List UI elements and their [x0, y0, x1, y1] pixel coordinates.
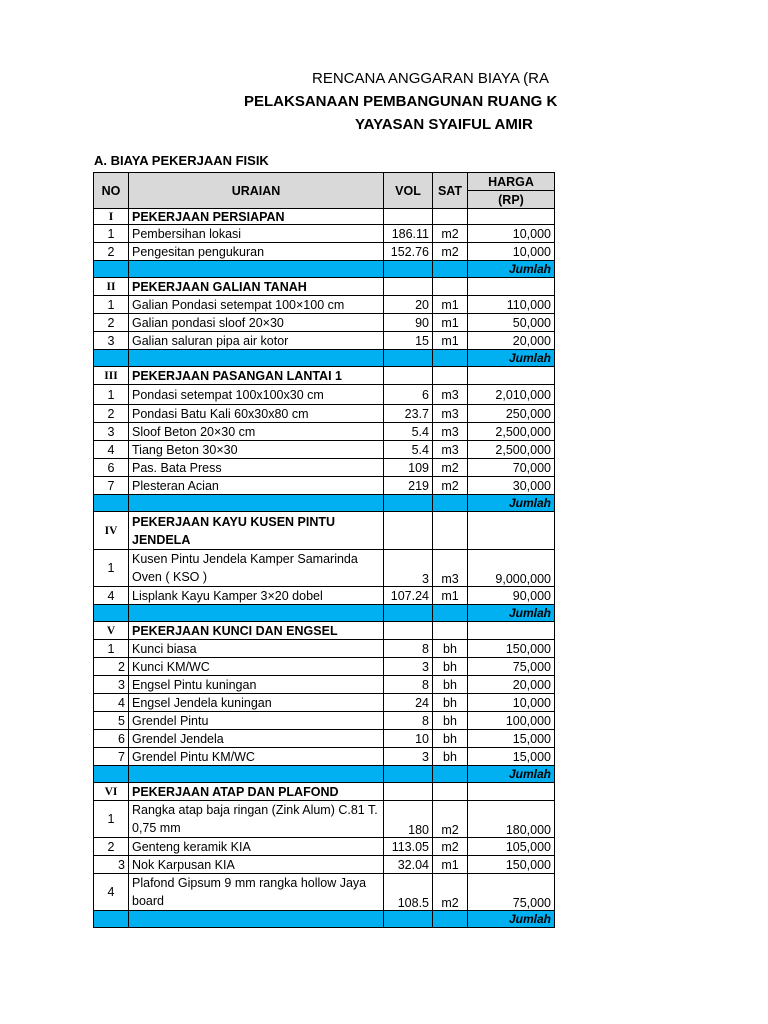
item-uraian: Lisplank Kayu Kamper 3×20 dobel — [129, 587, 384, 605]
empty-cell — [555, 423, 556, 441]
subtotal-row — [94, 261, 556, 278]
empty-cell — [555, 783, 556, 801]
item-uraian: Rangka atap baja ringan (Zink Alum) C.81 T. 0,75 mm — [129, 801, 384, 838]
item-vol: 3 — [384, 658, 433, 676]
item-harga: 10,000 — [468, 225, 555, 243]
item-sat: m3 — [433, 405, 468, 423]
item-vol: 8 — [384, 712, 433, 730]
empty-cell — [468, 783, 555, 801]
empty-cell — [555, 587, 556, 605]
empty-cell — [555, 512, 556, 550]
item-no: 1 — [94, 640, 129, 658]
item-vol: 15 — [384, 332, 433, 350]
item-vol: 113.05 — [384, 838, 433, 856]
item-sat: m1 — [433, 856, 468, 874]
empty-cell — [555, 314, 556, 332]
empty-cell — [384, 512, 433, 550]
item-vol: 20 — [384, 296, 433, 314]
empty-cell — [555, 367, 556, 385]
empty-cell — [384, 622, 433, 640]
item-sat: bh — [433, 694, 468, 712]
table-row — [94, 477, 556, 495]
empty-cell — [555, 385, 556, 405]
empty-cell — [555, 296, 556, 314]
group-number: I — [94, 209, 129, 225]
subtotal-label: Jumlah — [468, 605, 555, 622]
header-vol: VOL — [384, 173, 433, 209]
subtotal-row — [94, 911, 556, 928]
subtotal-label: Jumlah — [468, 350, 555, 367]
item-harga: 9,000,000 — [468, 550, 555, 587]
item-harga: 20,000 — [468, 332, 555, 350]
empty-cell — [384, 783, 433, 801]
empty-cell — [384, 350, 433, 367]
item-sat: m2 — [433, 459, 468, 477]
item-vol: 3 — [384, 748, 433, 766]
empty-cell — [468, 622, 555, 640]
empty-cell — [555, 658, 556, 676]
table-row — [94, 712, 556, 730]
item-no: 3 — [94, 856, 129, 874]
item-sat: m2 — [433, 801, 468, 838]
budget-table — [93, 172, 555, 928]
item-sat: m2 — [433, 874, 468, 911]
header-uraian: URAIAN — [129, 173, 384, 209]
table-row — [94, 550, 556, 587]
item-no: 1 — [94, 801, 129, 838]
empty-cell — [433, 783, 468, 801]
item-harga: 2,010,000 — [468, 385, 555, 405]
group-number: VI — [94, 783, 129, 801]
table-row — [94, 243, 556, 261]
empty-cell — [433, 766, 468, 783]
title-line-2: PELAKSANAAN PEMBANGUNAN RUANG K — [244, 93, 558, 110]
empty-cell — [129, 261, 384, 278]
empty-cell — [555, 730, 556, 748]
empty-cell — [433, 622, 468, 640]
empty-cell — [129, 911, 384, 928]
item-vol: 180 — [384, 801, 433, 838]
item-harga: 50,000 — [468, 314, 555, 332]
group-header-row — [94, 622, 556, 640]
empty-cell — [555, 856, 556, 874]
table-row — [94, 856, 556, 874]
item-no: 6 — [94, 730, 129, 748]
empty-cell — [555, 712, 556, 730]
empty-cell — [384, 605, 433, 622]
item-harga: 110,000 — [468, 296, 555, 314]
item-no: 2 — [94, 243, 129, 261]
item-no: 6 — [94, 459, 129, 477]
table-row — [94, 640, 556, 658]
item-uraian: Tiang Beton 30×30 — [129, 441, 384, 459]
subtotal-row — [94, 350, 556, 367]
item-uraian: Pembersihan lokasi — [129, 225, 384, 243]
item-no: 2 — [94, 405, 129, 423]
item-harga: 20,000 — [468, 676, 555, 694]
subtotal-row — [94, 495, 556, 512]
item-vol: 32.04 — [384, 856, 433, 874]
table-row — [94, 730, 556, 748]
item-no: 4 — [94, 874, 129, 911]
empty-cell — [94, 350, 129, 367]
header-rp: (RP) — [468, 191, 555, 209]
empty-cell — [433, 350, 468, 367]
item-no: 1 — [94, 385, 129, 405]
item-harga: 100,000 — [468, 712, 555, 730]
group-header-row — [94, 367, 556, 385]
item-sat: m3 — [433, 423, 468, 441]
item-uraian: Grendel Pintu KM/WC — [129, 748, 384, 766]
table-row — [94, 332, 556, 350]
table-row — [94, 423, 556, 441]
empty-cell — [555, 911, 556, 928]
header-no: NO — [94, 173, 129, 209]
empty-cell — [129, 495, 384, 512]
item-harga: 30,000 — [468, 477, 555, 495]
item-no: 5 — [94, 712, 129, 730]
item-uraian: Plafond Gipsum 9 mm rangka hollow Jaya board — [129, 874, 384, 911]
item-vol: 5.4 — [384, 423, 433, 441]
empty-cell — [433, 367, 468, 385]
budget-table-viewport — [93, 172, 555, 946]
empty-cell — [129, 766, 384, 783]
item-sat: bh — [433, 712, 468, 730]
item-vol: 219 — [384, 477, 433, 495]
item-no: 4 — [94, 694, 129, 712]
table-row — [94, 874, 556, 911]
item-vol: 6 — [384, 385, 433, 405]
item-vol: 23.7 — [384, 405, 433, 423]
group-header-row — [94, 512, 556, 550]
item-sat: bh — [433, 748, 468, 766]
empty-cell — [384, 911, 433, 928]
item-sat: m2 — [433, 225, 468, 243]
empty-cell — [433, 278, 468, 296]
item-sat: bh — [433, 658, 468, 676]
item-uraian: Sloof Beton 20×30 cm — [129, 423, 384, 441]
item-harga: 75,000 — [468, 874, 555, 911]
item-no: 1 — [94, 550, 129, 587]
empty-cell — [555, 495, 556, 512]
item-no: 1 — [94, 296, 129, 314]
empty-cell — [555, 605, 556, 622]
empty-cell — [555, 441, 556, 459]
empty-cell — [468, 278, 555, 296]
table-row — [94, 676, 556, 694]
empty-cell — [129, 350, 384, 367]
item-uraian: Grendel Pintu — [129, 712, 384, 730]
empty-cell — [555, 477, 556, 495]
empty-cell — [384, 367, 433, 385]
empty-cell — [94, 261, 129, 278]
group-title: PEKERJAAN PERSIAPAN — [129, 209, 384, 225]
item-sat: bh — [433, 640, 468, 658]
item-uraian: Engsel Jendela kuningan — [129, 694, 384, 712]
item-uraian: Pondasi setempat 100x100x30 cm — [129, 385, 384, 405]
item-vol: 24 — [384, 694, 433, 712]
item-vol: 108.5 — [384, 874, 433, 911]
item-no: 1 — [94, 225, 129, 243]
empty-cell — [555, 243, 556, 261]
item-sat: bh — [433, 676, 468, 694]
item-vol: 8 — [384, 676, 433, 694]
item-sat: m1 — [433, 314, 468, 332]
item-harga: 250,000 — [468, 405, 555, 423]
item-harga: 2,500,000 — [468, 423, 555, 441]
item-harga: 180,000 — [468, 801, 555, 838]
table-row — [94, 801, 556, 838]
item-uraian: Genteng keramik KIA — [129, 838, 384, 856]
empty-cell — [555, 550, 556, 587]
item-harga: 10,000 — [468, 694, 555, 712]
empty-cell — [555, 225, 556, 243]
empty-cell — [94, 911, 129, 928]
item-vol: 109 — [384, 459, 433, 477]
item-no: 7 — [94, 748, 129, 766]
empty-cell — [555, 874, 556, 911]
group-title: PEKERJAAN KUNCI DAN ENGSEL — [129, 622, 384, 640]
empty-cell — [555, 261, 556, 278]
item-uraian: Nok Karpusan KIA — [129, 856, 384, 874]
table-row — [94, 587, 556, 605]
item-sat: m3 — [433, 441, 468, 459]
subtotal-row — [94, 766, 556, 783]
table-row — [94, 838, 556, 856]
empty-cell — [384, 495, 433, 512]
item-harga: 75,000 — [468, 658, 555, 676]
empty-cell — [129, 605, 384, 622]
item-harga: 105,000 — [468, 838, 555, 856]
empty-cell — [384, 278, 433, 296]
group-title: PEKERJAAN PASANGAN LANTAI 1 — [129, 367, 384, 385]
group-number: II — [94, 278, 129, 296]
empty-cell — [555, 766, 556, 783]
empty-cell — [384, 209, 433, 225]
empty-cell — [555, 332, 556, 350]
empty-cell — [468, 512, 555, 550]
empty-cell — [468, 209, 555, 225]
item-sat: m1 — [433, 332, 468, 350]
empty-cell — [555, 748, 556, 766]
item-no: 4 — [94, 441, 129, 459]
item-no: 4 — [94, 587, 129, 605]
item-no: 2 — [94, 658, 129, 676]
empty-cell — [433, 512, 468, 550]
item-no: 3 — [94, 676, 129, 694]
empty-cell — [94, 766, 129, 783]
item-harga: 150,000 — [468, 856, 555, 874]
item-no: 3 — [94, 423, 129, 441]
empty-cell — [555, 405, 556, 423]
header-harga: HARGA — [468, 173, 555, 191]
empty-cell — [555, 350, 556, 367]
empty-cell — [433, 605, 468, 622]
item-no: 2 — [94, 314, 129, 332]
empty-cell — [433, 209, 468, 225]
table-row — [94, 405, 556, 423]
item-uraian: Engsel Pintu kuningan — [129, 676, 384, 694]
empty-cell — [555, 694, 556, 712]
empty-cell — [555, 838, 556, 856]
group-title: PEKERJAAN KAYU KUSEN PINTU JENDELA — [129, 512, 384, 550]
empty-cell — [433, 911, 468, 928]
item-harga: 90,000 — [468, 587, 555, 605]
item-uraian: Pas. Bata Press — [129, 459, 384, 477]
item-harga: 15,000 — [468, 748, 555, 766]
group-header-row — [94, 278, 556, 296]
item-vol: 90 — [384, 314, 433, 332]
item-uraian: Kunci biasa — [129, 640, 384, 658]
item-sat: m2 — [433, 477, 468, 495]
subtotal-row — [94, 605, 556, 622]
item-harga: 10,000 — [468, 243, 555, 261]
empty-cell — [555, 459, 556, 477]
item-uraian: Galian saluran pipa air kotor — [129, 332, 384, 350]
empty-cell — [384, 766, 433, 783]
table-row — [94, 314, 556, 332]
item-harga: 70,000 — [468, 459, 555, 477]
item-uraian: Grendel Jendela — [129, 730, 384, 748]
table-row — [94, 441, 556, 459]
item-sat: m2 — [433, 243, 468, 261]
subtotal-label: Jumlah — [468, 766, 555, 783]
item-uraian: Galian pondasi sloof 20×30 — [129, 314, 384, 332]
empty-cell — [384, 261, 433, 278]
item-vol: 152.76 — [384, 243, 433, 261]
item-sat: m3 — [433, 385, 468, 405]
item-sat: m3 — [433, 550, 468, 587]
empty-cell — [555, 622, 556, 640]
title-line-1: RENCANA ANGGARAN BIAYA (RA — [312, 70, 550, 87]
item-uraian: Pondasi Batu Kali 60x30x80 cm — [129, 405, 384, 423]
subtotal-label: Jumlah — [468, 261, 555, 278]
item-sat: m1 — [433, 587, 468, 605]
item-uraian: Galian Pondasi setempat 100×100 cm — [129, 296, 384, 314]
item-sat: m1 — [433, 296, 468, 314]
empty-cell — [555, 676, 556, 694]
table-body — [94, 209, 556, 928]
empty-cell — [555, 801, 556, 838]
group-title: PEKERJAAN ATAP DAN PLAFOND — [129, 783, 384, 801]
header-sat: SAT — [433, 173, 468, 209]
table-row — [94, 225, 556, 243]
item-harga: 2,500,000 — [468, 441, 555, 459]
title-line-3: YAYASAN SYAIFUL AMIR — [355, 116, 533, 133]
empty-cell — [94, 495, 129, 512]
table-row — [94, 748, 556, 766]
table-row — [94, 459, 556, 477]
item-harga: 15,000 — [468, 730, 555, 748]
item-no: 3 — [94, 332, 129, 350]
table-row — [94, 296, 556, 314]
empty-cell — [94, 605, 129, 622]
table-row — [94, 694, 556, 712]
group-title: PEKERJAAN GALIAN TANAH — [129, 278, 384, 296]
group-header-row — [94, 209, 556, 225]
item-vol: 5.4 — [384, 441, 433, 459]
item-vol: 10 — [384, 730, 433, 748]
group-number: IV — [94, 512, 129, 550]
item-uraian: Plesteran Acian — [129, 477, 384, 495]
subtotal-label: Jumlah — [468, 495, 555, 512]
item-uraian: Kusen Pintu Jendela Kamper Samarinda Oven ( KSO ) — [129, 550, 384, 587]
empty-cell — [555, 209, 556, 225]
empty-cell — [433, 495, 468, 512]
subtotal-label: Jumlah — [468, 911, 555, 928]
item-uraian: Pengesitan pengukuran — [129, 243, 384, 261]
section-title: A. BIAYA PEKERJAAN FISIK — [94, 153, 269, 168]
item-vol: 8 — [384, 640, 433, 658]
item-no: 2 — [94, 838, 129, 856]
empty-cell — [555, 640, 556, 658]
item-vol: 186.11 — [384, 225, 433, 243]
item-vol: 3 — [384, 550, 433, 587]
empty-cell — [433, 261, 468, 278]
item-sat: m2 — [433, 838, 468, 856]
table-row — [94, 385, 556, 405]
group-number: V — [94, 622, 129, 640]
item-vol: 107.24 — [384, 587, 433, 605]
group-number: III — [94, 367, 129, 385]
item-uraian: Kunci KM/WC — [129, 658, 384, 676]
item-harga: 150,000 — [468, 640, 555, 658]
item-sat: bh — [433, 730, 468, 748]
empty-cell — [555, 278, 556, 296]
table-row — [94, 658, 556, 676]
item-no: 7 — [94, 477, 129, 495]
empty-cell — [468, 367, 555, 385]
group-header-row — [94, 783, 556, 801]
